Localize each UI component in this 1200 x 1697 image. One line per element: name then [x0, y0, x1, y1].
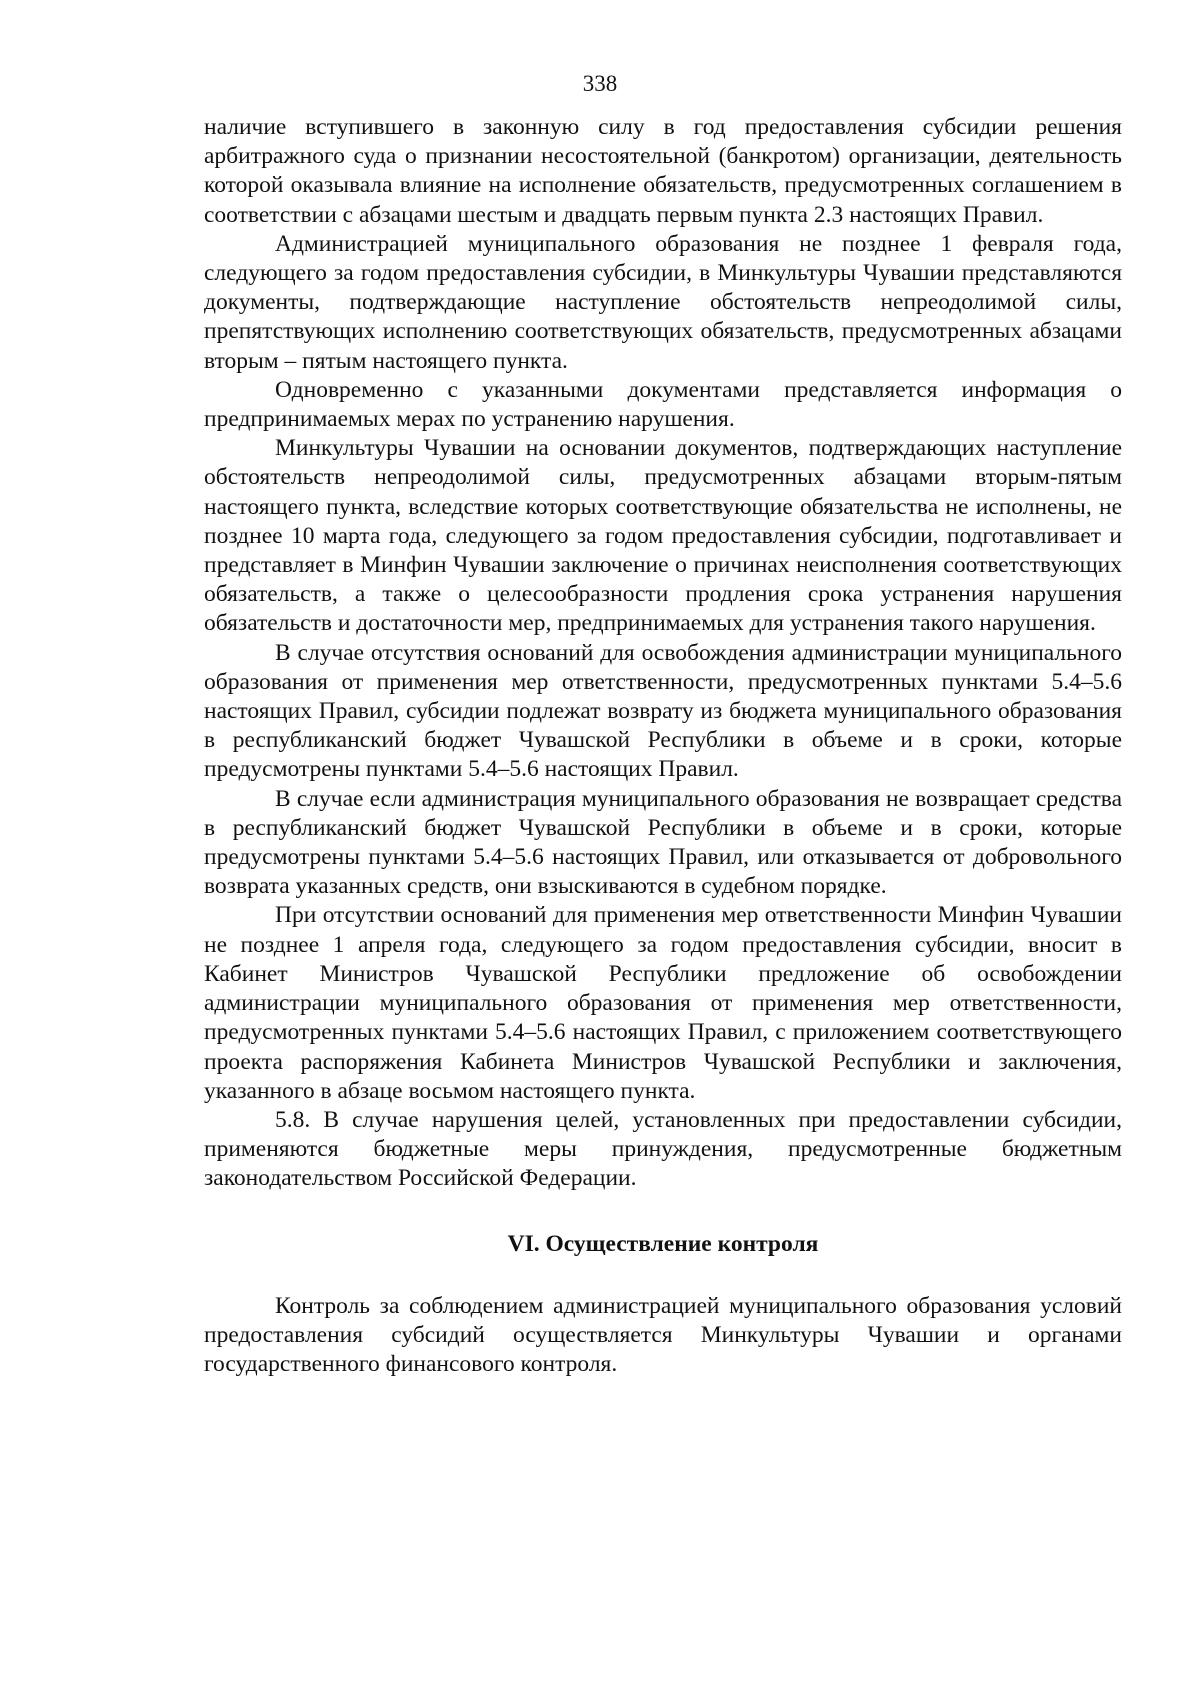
paragraph-subsidy-return: В случае отсутствия оснований для освобождения администрации муниципального образования от применения мер ответственности, предусмотренных пунктами 5.4–5.6 настоящих Правил, субсидии подлежат возврату из бюджета муниципального образования в республиканский бюджет Чувашской Республики в объеме и в сроки, которые предусмотрены пунктами 5.4–5.6 настоящих Правил.	[204, 639, 1122, 783]
page-number: 338	[582, 71, 618, 96]
paragraph-judicial-recovery: В случае если администрация муниципального образования не возвращает средства в республиканский бюджет Чувашской Республики в объеме и в сроки, которые предусмотрены пунктами 5.4–5.6 настоящих Правил, или отказывается от добровольного возврата указанных средств, они взыскиваются в судебном порядке.	[204, 785, 1122, 900]
paragraph-ministry-conclusion: Минкультуры Чувашии на основании документов, подтверждающих наступление обстоятельств непреодолимой силы, предусмотренных абзацами вторым-пятым настоящего пункта, вследствие которых соответствующие обязательства не исполнены, не позднее 10 марта года, следующего за годом предоставления субсидии, подготавливает и представляет в Минфин Чувашии заключение о причинах неисполнения соответствующих обязательств, а также о целесообразности продления срока устранения нарушения обязательств и достаточности мер, предпринимаемых для устранения такого нарушения.	[204, 435, 1122, 637]
paragraph-bankruptcy-decision: наличие вступившего в законную силу в год предоставления субсидии решения арбитражного суда о признании несостоятельной (банкротом) организации, деятельность которой оказывала влияние на исполнение обязательств, предусмотренных соглашением в соответствии с абзацами шестым и двадцать первым пункта 2.3 настоящих Правил.	[204, 114, 1122, 228]
section-heading: VI. Осуществление контроля	[507, 1230, 819, 1257]
paragraph-budget-enforcement: 5.8. В случае нарушения целей, установленных при предоставлении субсидии, применяются бюджетные меры принуждения, предусмотренные бюджетным законодательством Российской Федерации.	[204, 1106, 1122, 1192]
document-body	[204, 113, 1122, 1379]
paragraph-exemption-proposal: При отсутствии оснований для применения мер ответственности Минфин Чувашии не позднее 1 апреля года, следующего за годом предоставления субсидии, вносит в Кабинет Министров Чувашской Республики предложение об освобождении администрации муниципального образования от применения мер ответственности, предусмотренных пунктами 5.4–5.6 настоящих Правил, с приложением соответствующего проекта распоряжения Кабинета Министров Чувашской Республики и заключения, указанного в абзаце восьмом настоящего пункта.	[204, 902, 1122, 1104]
paragraph-force-majeure-documents: Администрацией муниципального образования не позднее 1 февраля года, следующего за годом предоставления субсидии, в Минкультуры Чувашии представляются документы, подтверждающие наступление обстоятельств непреодолимой силы, препятствующих исполнению соответствующих обязательств, предусмотренных абзацами вторым – пятым настоящего пункта.	[204, 230, 1122, 374]
paragraph-measures-information: Одновременно с указанными документами представляется информация о предпринимаемых мерах по устранению нарушения.	[204, 376, 1122, 433]
paragraph-control: Контроль за соблюдением администрацией муниципального образования условий предоставления субсидий осуществляется Минкультуры Чувашии и органами государственного финансового контроля.	[204, 1292, 1122, 1378]
